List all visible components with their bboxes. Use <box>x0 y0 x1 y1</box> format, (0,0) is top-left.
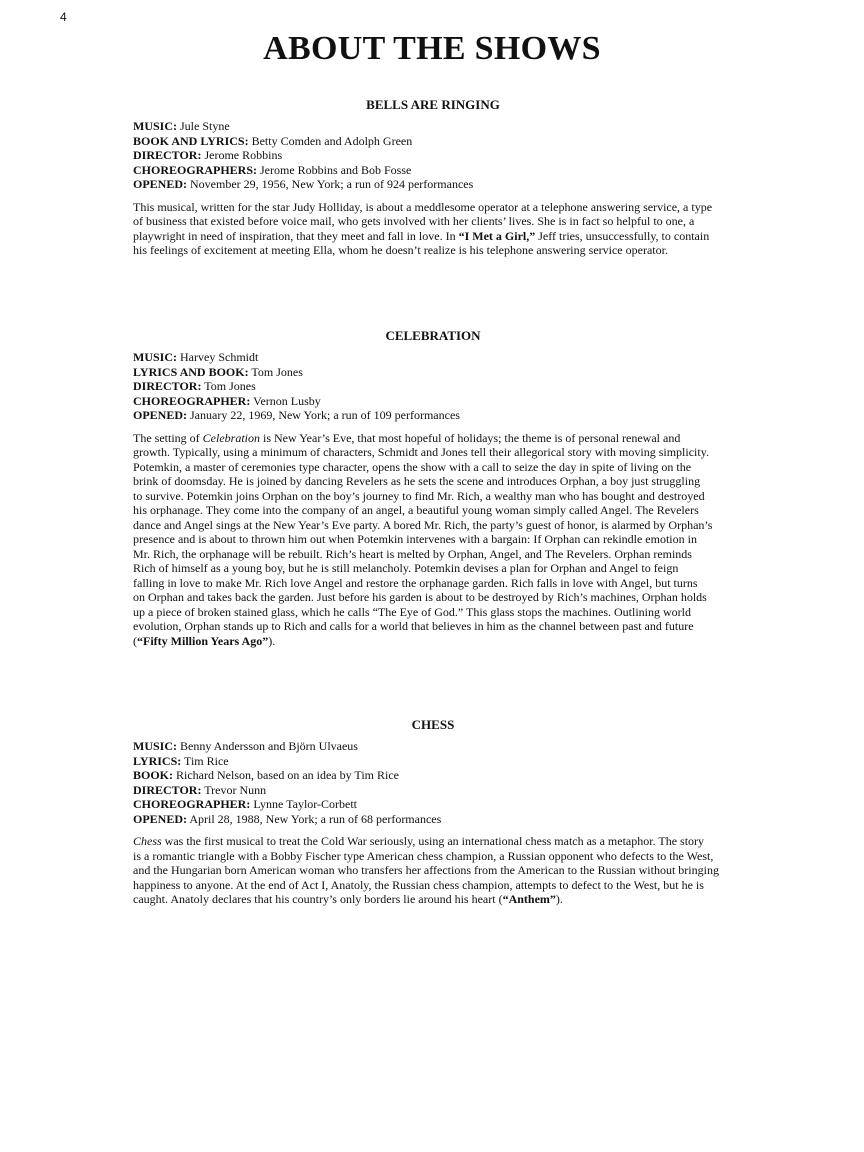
synopsis-paragraph <box>133 431 753 649</box>
synopsis-line <box>133 518 753 533</box>
song-title: “Anthem” <box>502 892 556 906</box>
credit-label: OPENED: <box>133 811 187 826</box>
credit-label: MUSIC: <box>133 739 177 753</box>
credit-line <box>133 350 753 365</box>
show-heading: CELEBRATION <box>385 328 481 343</box>
credit-label: LYRICS: <box>133 753 182 768</box>
credit-value: Tom Jones <box>248 364 303 379</box>
credit-value: Jule Styne <box>177 119 230 133</box>
text-run: and the Hungarian born American woman who transfers her affections from the American to the Russian without bringing <box>133 863 719 877</box>
text-run: is New Year’s Eve, that most hopeful of holidays; the theme is of personal renewal and <box>259 430 681 445</box>
credit-line <box>133 768 753 783</box>
text-run: Rich of himself as a young boy, but he is still melancholy. Potemkin devises a plan for Orphan and Angel to feign <box>133 561 679 575</box>
credit-line <box>133 783 753 798</box>
credit-label: LYRICS AND BOOK: <box>133 364 249 379</box>
credit-line <box>133 163 753 178</box>
show-title-italic: Celebration <box>202 430 260 445</box>
credit-value: Jerome Robbins and Bob Fosse <box>257 162 412 177</box>
text-run: The setting of <box>133 430 203 445</box>
text-run: is a romantic triangle with a Bobby Fischer type American chess champion, a Russian opponent who defects to the West, <box>133 848 714 863</box>
credit-value: Lynne Taylor-Corbett <box>250 797 358 811</box>
text-run: evolution, Orphan stands up to Rich and calls for a world that believes in him as the channel between past and future <box>133 619 694 633</box>
text-run: presence and is about to thrown him out when Potemkin intervenes with a bargain: If Orphan can rekindle emotion in <box>133 532 697 546</box>
synopsis-line <box>133 576 753 591</box>
credit-label: OPENED: <box>133 177 187 191</box>
synopsis-line <box>133 445 753 460</box>
credit-label: BOOK: <box>133 768 174 782</box>
synopsis-line <box>133 561 753 576</box>
text-run: to survive. Potemkin joins Orphan on the boy’s journey to find Mr. Rich, a wealthy man who has bought and destroyed <box>133 488 705 503</box>
text-run: ( <box>133 633 137 648</box>
show-title-italic: Chess <box>133 834 162 848</box>
show-chess <box>133 717 753 907</box>
credit-value: Benny Andersson and Björn Ulvaeus <box>177 739 358 753</box>
credit-value: Vernon Lusby <box>250 393 321 408</box>
credit-label: CHOREOGRAPHER: <box>133 393 251 408</box>
song-title: “I Met a Girl,” <box>458 228 536 243</box>
text-run: happiness to anyone. At the end of Act I, Anatoly, the Russian chess champion, attempts to defect to the West, but he is <box>133 877 704 892</box>
credit-label: CHOREOGRAPHERS: <box>133 162 258 177</box>
credit-value: Harvey Schmidt <box>177 350 259 364</box>
text-run: Potemkin, a master of ceremonies type character, opens the show with a call to seize the day in spite of living on the <box>133 459 692 474</box>
show-heading: CHESS <box>411 717 455 732</box>
credit-value: November 29, 1956, New York; a run of 924 performances <box>187 177 474 191</box>
credit-label: CHOREOGRAPHER: <box>133 797 251 811</box>
synopsis-line <box>133 605 753 620</box>
credit-line <box>133 148 753 163</box>
synopsis-line <box>133 431 753 446</box>
text-run: This musical, written for the star Judy Holliday, is about a meddlesome operator at a telephone answering service, a type <box>133 199 713 214</box>
show-celebration <box>133 328 753 648</box>
synopsis-line <box>133 892 753 907</box>
page-title: ABOUT THE SHOWS <box>263 30 601 67</box>
text-run: falling in love to make Mr. Rich love Angel and restore the orphanage garden. Rich falls in love with Angel, but turns <box>133 575 698 590</box>
credit-line <box>133 812 753 827</box>
credit-label: DIRECTOR: <box>133 148 202 162</box>
text-run: brink of doomsday. He is joined by dancing Revelers as he sets the scene and introduces Orphan, a boy just struggling <box>133 474 701 488</box>
synopsis-line <box>133 547 753 562</box>
credit-line <box>133 365 753 380</box>
credit-label: MUSIC: <box>133 350 177 364</box>
synopsis-line <box>133 243 753 258</box>
text-run: caught. Anatoly declares that his country’s only borders lie around his heart ( <box>133 892 503 906</box>
text-run: his orphanage. They come into the company of an angel, a beautiful young woman simply called Angel. The Revelers <box>133 503 699 517</box>
credit-line <box>133 408 753 423</box>
text-run: ). <box>555 892 563 906</box>
synopsis-line <box>133 200 753 215</box>
synopsis-paragraph <box>133 200 753 258</box>
synopsis-line <box>133 503 753 518</box>
credit-value: January 22, 1969, New York; a run of 109 performances <box>187 408 460 422</box>
credit-value: Jerome Robbins <box>201 148 283 162</box>
synopsis-line <box>133 532 753 547</box>
synopsis-line <box>133 619 753 634</box>
credit-line <box>133 797 753 812</box>
text-run: playwright in need of inspiration, that they meet and fall in love. In <box>133 228 459 243</box>
text-run: ). <box>268 633 276 648</box>
song-title: “Fifty Million Years Ago” <box>137 633 269 648</box>
credit-value: Trevor Nunn <box>201 782 267 797</box>
credit-label: BOOK AND LYRICS: <box>133 133 249 148</box>
text-run: growth. Typically, using a minimum of characters, Schmidt and Jones tell their allegorical story with moving simplicity. <box>133 445 709 459</box>
synopsis-line <box>133 849 753 864</box>
text-run: of business that existed before voice mail, who gets involved with her clients’ lives. She is in fact so helpful to one, a <box>133 214 695 228</box>
synopsis-line <box>133 460 753 475</box>
credit-line <box>133 119 753 134</box>
credit-value: Tim Rice <box>181 753 229 768</box>
synopsis-line <box>133 834 753 849</box>
credit-value: Betty Comden and Adolph Green <box>248 133 413 148</box>
credit-value: Richard Nelson, based on an idea by Tim Rice <box>173 768 399 782</box>
credit-label: OPENED: <box>133 408 187 422</box>
credit-line <box>133 177 753 192</box>
synopsis-line <box>133 214 753 229</box>
credit-line <box>133 379 753 394</box>
credit-label: MUSIC: <box>133 119 177 133</box>
synopsis-line <box>133 634 753 649</box>
synopsis-line <box>133 590 753 605</box>
credit-line <box>133 394 753 409</box>
credit-line <box>133 754 753 769</box>
text-run: was the first musical to treat the Cold War seriously, using an international chess match as a metaphor. The story <box>161 834 705 848</box>
synopsis-line <box>133 878 753 893</box>
credit-value: April 28, 1988, New York; a run of 68 performances <box>187 811 442 826</box>
synopsis-paragraph <box>133 834 753 907</box>
text-run: up a piece of broken stained glass, which he calls “The Eye of God.” This glass stops the machines. Outlining world <box>133 604 691 619</box>
credit-line <box>133 739 753 754</box>
synopsis-line <box>133 474 753 489</box>
text-run: dance and Angel sings at the New Year’s Eve party. A bored Mr. Rich, the party’s guest of honor, is alarmed by Orphan’s <box>133 517 713 532</box>
synopsis-line <box>133 489 753 504</box>
synopsis-line <box>133 863 753 878</box>
credit-line <box>133 134 753 149</box>
text-run: Mr. Rich, the orphanage will be rebuilt. Rich’s heart is melted by Orphan, Angel, and The Revelers. Orphan reminds <box>133 546 692 561</box>
credit-label: DIRECTOR: <box>133 379 202 393</box>
credit-value: Tom Jones <box>201 379 256 393</box>
text-run: on Orphan and takes back the garden. Just before his garden is about to be destroyed by Rich’s machines, Orphan holds <box>133 590 707 604</box>
text-run: Jeff tries, unsuccessfully, to contain <box>535 228 710 243</box>
show-bells-are-ringing <box>133 97 753 258</box>
text-run: his feelings of excitement at meeting Ella, whom he doesn’t realize is his telephone answering service operator. <box>133 243 668 257</box>
credit-label: DIRECTOR: <box>133 782 202 797</box>
synopsis-line <box>133 229 753 244</box>
show-heading: BELLS ARE RINGING <box>366 97 500 112</box>
page-number: 4 <box>60 10 67 24</box>
